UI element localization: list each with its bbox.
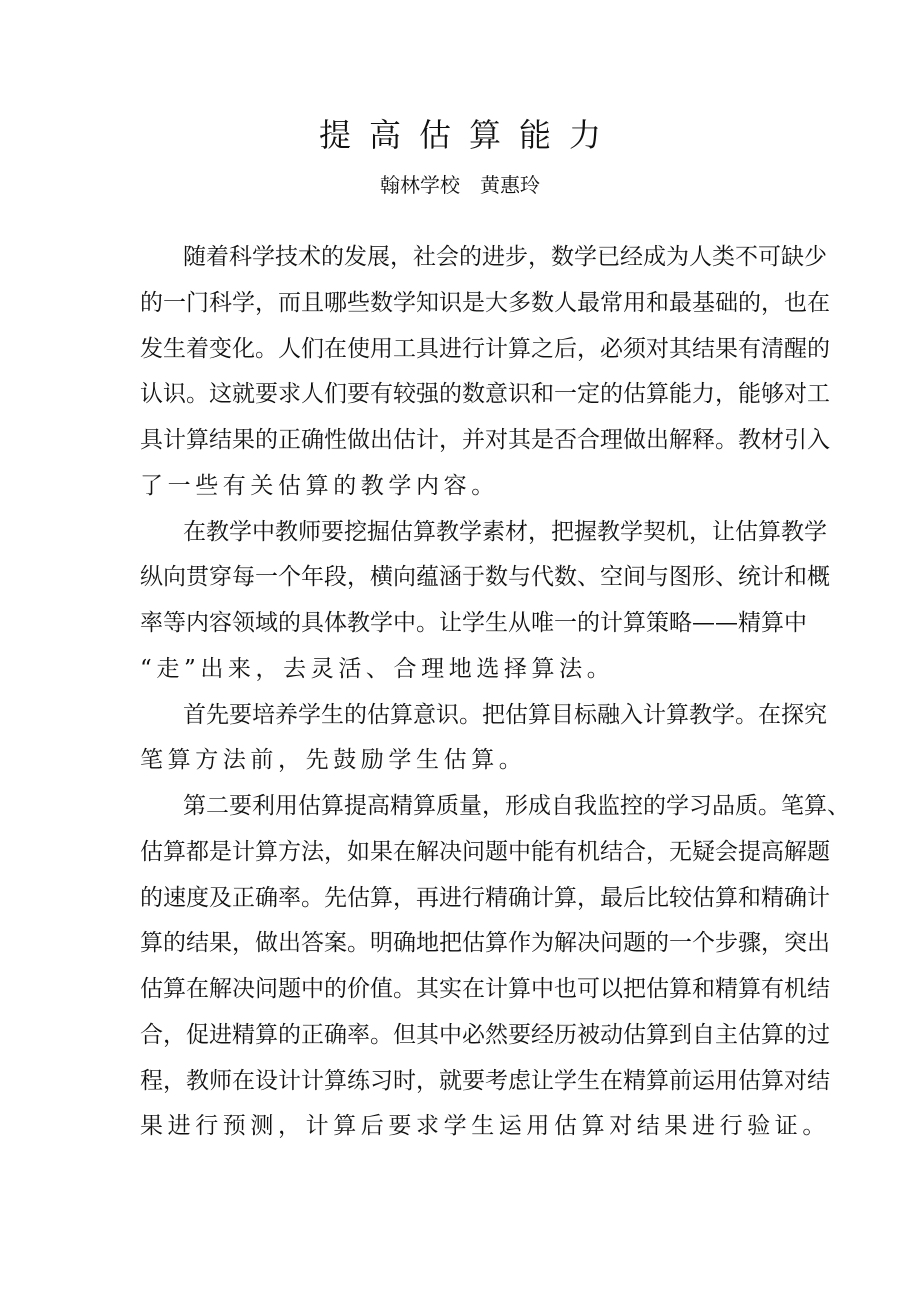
- paragraph-line: 具计算结果的正确性做出估计，并对其是否合理做出解释。教材引入: [140, 427, 830, 453]
- paragraph-line: “走”出来，去灵活、合理地选择算法。: [140, 655, 615, 682]
- document-author: 翰林学校 黄惠玲: [380, 173, 540, 197]
- paragraph-line: 在教学中教师要挖掘估算教学素材，把握教学契机，让估算教学: [183, 518, 827, 545]
- paragraph-line: 算的结果，做出答案。明确地把估算作为解决问题的一个步骤，突出: [140, 930, 830, 957]
- paragraph-line: 估算在解决问题中的价值。其实在计算中也可以把估算和精算有机结: [140, 976, 830, 1002]
- paragraph: [140, 510, 830, 693]
- paragraph-line: 首先要培养学生的估算意识。把估算目标融入计算教学。在探究: [183, 701, 827, 728]
- document-body: [140, 235, 850, 1150]
- paragraph-line: 认识。这就要求人们要有较强的数意识和一定的估算能力，能够对工: [140, 381, 830, 408]
- paragraph-line: 了一些有关估算的教学内容。: [140, 472, 499, 499]
- paragraph: [140, 784, 850, 1150]
- paragraph-line: 纵向贯穿每一个年段，横向蕴涵于数与代数、空间与图形、统计和概: [140, 564, 830, 591]
- paragraph-line: 程，教师在设计计算练习时，就要考虑让学生在精算前运用估算对结: [140, 1067, 830, 1094]
- paragraph-line: 随着科学技术的发展，社会的进步，数学已经成为人类不可缺少: [183, 244, 827, 270]
- paragraph-line: 合，促进精算的正确率。但其中必然要经历被动估算到自主估算的过: [140, 1021, 830, 1048]
- paragraph-line: 估算都是计算方法，如果在解决问题中能有机结合，无疑会提高解题: [140, 838, 830, 865]
- paragraph: [140, 235, 830, 510]
- paragraph-line: 果进行预测，计算后要求学生运用估算对结果进行验证。: [140, 1113, 830, 1140]
- paragraph-line: 率等内容领域的具体教学中。让学生从唯一的计算策略——精算中: [140, 610, 807, 636]
- paragraph-line: 发生着变化。人们在使用工具进行计算之后，必须对其结果有清醒的: [140, 335, 830, 362]
- paragraph-line: 第二要利用估算提高精算质量，形成自我监控的学习品质。笔算、: [183, 793, 850, 819]
- paragraph-line: 的一门科学，而且哪些数学知识是大多数人最常用和最基础的，也在: [140, 289, 830, 316]
- document-title: 提高估算能力: [318, 116, 619, 154]
- paragraph-line: 的速度及正确率。先估算，再进行精确计算，最后比较估算和精确计: [140, 884, 830, 911]
- paragraph-line: 笔算方法前，先鼓励学生估算。: [140, 747, 527, 774]
- paragraph: [140, 693, 827, 785]
